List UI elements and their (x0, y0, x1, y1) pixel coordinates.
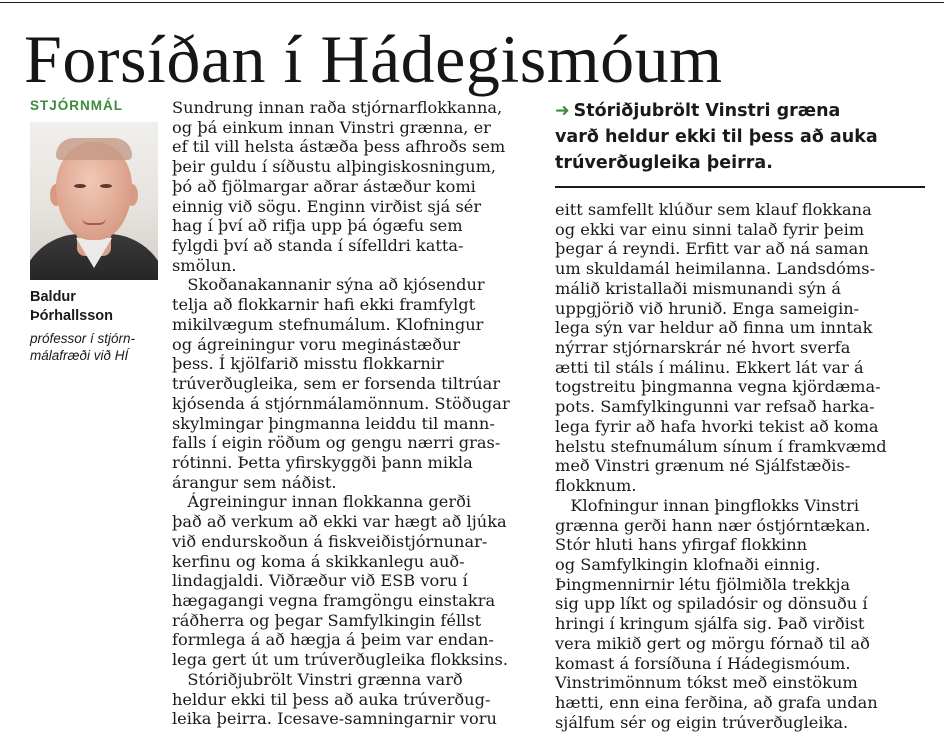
body-text-line: sjálfum sér og eigin trúverðugleika. (555, 712, 849, 732)
body-text-line: lindagjaldi. Viðræður við ESB voru í (172, 571, 468, 591)
body-text-line: hætti, enn eina ferðina, að grafa undan (555, 692, 878, 712)
body-text-line: leika þeirra. Icesave-samningarnir voru (172, 709, 497, 729)
body-text-line: ráðherra og þegar Samfylkingin féllst (172, 610, 482, 630)
body-text-line: og ekki var einu sinni talað fyrir þeim (555, 219, 865, 239)
body-text-line: pots. Samfylkingunni var refsað harka- (555, 397, 875, 417)
pull-quote-line: ➜ Stóriðjubrölt Vinstri græna (555, 101, 841, 121)
body-text-line: hag í því að rifja upp þá ógæfu sem (172, 216, 463, 236)
body-text-line: vera mikið gert og mörgu fórnað til að (555, 633, 870, 653)
body-text-line: málið kristallaði mismunandi sýn á (555, 278, 841, 298)
author-role-line: prófessor í stjórn- (30, 331, 136, 346)
pull-quote-line: trúverðugleika þeirra. (555, 153, 773, 173)
body-text-line: trúverðugleika, sem er forsenda tiltrúar (172, 374, 501, 394)
body-text-line: það að verkum að ekki var hægt að ljúka (172, 512, 507, 532)
section-label: STJÓRNMÁL (30, 98, 123, 113)
pull-quote (555, 98, 925, 176)
body-text-line: hringi í kringum sjálfa sig. Það virðist (555, 614, 865, 634)
body-text-line: komast á forsíðuna í Hádegismóum. (555, 653, 851, 673)
body-text-line: með Vinstri grænum né Sjálfstæðis- (555, 456, 851, 476)
body-text-line: Vinstrimönnum tókst með einstökum (555, 673, 858, 693)
body-text-line: lega sýn var heldur að finna um inntak (555, 318, 873, 338)
body-text-line: og ágreiningur voru meginástæður (172, 334, 461, 354)
body-text-line: Stóriðjubrölt Vinstri grænna varð (172, 669, 463, 689)
body-text-line: kerfinu og koma á skikkanlegu auð- (172, 551, 465, 571)
body-text-line: árangur sem náðist. (172, 472, 337, 492)
author-photo (30, 122, 158, 280)
author-first-name: Baldur (30, 289, 76, 305)
body-text-line: smölun. (172, 255, 237, 275)
body-text-line: Skoðanakannanir sýna að kjósendur (172, 275, 485, 295)
author-last-name: Þórhallsson (30, 308, 113, 324)
body-text-line: lega gert út um trúverðugleika flokksins. (172, 650, 508, 670)
body-text-line: ætti til stáls í málinu. Ekkert lát var á (555, 357, 864, 377)
author-role (30, 330, 158, 364)
body-text-line: Klofningur innan þingflokks Vinstri (555, 495, 860, 515)
body-text-line: fylgdi því að standa í sífelldri katta- (172, 236, 464, 256)
pull-quote-line: varð heldur ekki til þess að auka (555, 127, 878, 147)
body-text-line: ef til vill helsta ástæða þess afhroðs sem (172, 137, 506, 157)
arrow-right-icon: ➜ (555, 101, 570, 121)
article-headline: Forsíðan í Hádegismóum (24, 21, 723, 97)
author-name (30, 288, 164, 326)
body-text-line: þó að fjölmargar aðrar ástæður komi (172, 176, 476, 196)
body-text-line: telja að flokkarnir hafi ekki framfylgt (172, 295, 476, 315)
body-text-line: mikilvægum stefnumálum. Klofningur (172, 314, 484, 334)
body-text-line: Stór hluti hans yfirgaf flokkinn (555, 535, 808, 555)
top-rule (0, 2, 944, 3)
body-text-line: falls í eigin röðum og gengu nærri gras- (172, 433, 501, 453)
body-text-line: einnig við sögu. Enginn virðist sjá sér (172, 196, 482, 216)
body-text-line: um skuldamál heimilanna. Landsdóms- (555, 259, 876, 279)
author-sidebar (30, 98, 164, 364)
body-text-line: og þá einkum innan Vinstri grænna, er (172, 117, 491, 137)
body-text-line: við endurskoðun á fiskveiðistjórnunar- (172, 531, 488, 551)
body-text-line: uppgjörið við hrunið. Enga sameigin- (555, 298, 860, 318)
body-text-line: sig upp líkt og spiladósir og dönsuðu í (555, 594, 868, 614)
body-text-line: þeir guldu í síðustu alþingiskosningum, (172, 157, 497, 177)
body-text-line: heldur ekki til þess að auka trúverðug- (172, 689, 491, 709)
body-text-line: lega fyrir að hafa hvorki tekist að koma (555, 416, 879, 436)
body-text-line: grænna gerði hann nær óstjórntækan. (555, 515, 871, 535)
body-text-line: og Samfylkingin klofnaði einnig. (555, 554, 821, 574)
body-text-line: nýrrar stjórnarskrár né hvort sverfa (555, 338, 851, 358)
body-text-line: kjósenda á stjórnmálamönnum. Stöðugar (172, 393, 510, 413)
body-text-line: þess. Í kjölfarið misstu flokkarnir (172, 354, 444, 374)
body-text-line: skylmingar þingmanna leiddu til mann- (172, 413, 495, 433)
body-text-line: flokknum. (555, 476, 637, 496)
body-text-line: togstreitu þingmanna vegna kjördæma- (555, 377, 881, 397)
body-text-line: eitt samfellt klúður sem klauf flokkana (555, 200, 872, 219)
body-text-line: formlega á að hægja á þeim var endan- (172, 630, 494, 650)
body-text-line: Sundrung innan raða stjórnarflokkanna, (172, 98, 503, 117)
pull-quote-rule (555, 186, 925, 188)
body-text-line: þegar á reyndi. Erfitt var að ná saman (555, 239, 869, 259)
body-text-line: Þingmennirnir létu fjölmiðla trekkja (555, 574, 851, 594)
article-column-2 (555, 200, 919, 732)
author-role-line: málafræði við HÍ (30, 348, 129, 363)
article-column-1 (172, 98, 528, 729)
body-text-line: Ágreiningur innan flokkanna gerði (172, 492, 471, 512)
body-text-line: helstu stefnumálum sínum í framkvæmd (555, 436, 887, 456)
body-text-line: hægagangi vegna framgöngu einstakra (172, 590, 496, 610)
body-text-line: rótinni. Þetta yfirskyggði þann mikla (172, 452, 473, 472)
